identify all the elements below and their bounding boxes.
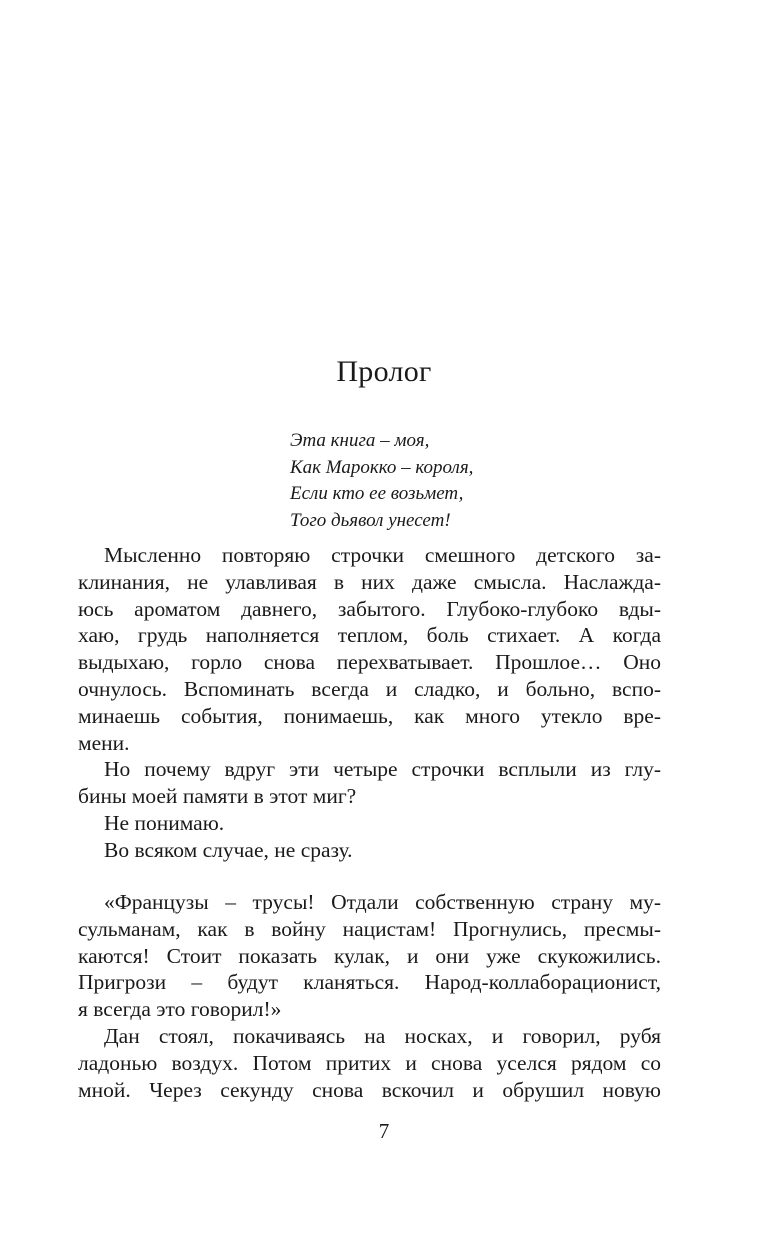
epigraph-line: Как Марокко – короля, [290,456,474,478]
text-line: бины моей памяти в этот миг? [78,784,357,809]
page-number: 7 [378,1119,390,1143]
text-line: мной. Через секунду снова вскочил и обрушил новую [78,1077,661,1102]
epigraph-line: Эта книга – моя, [290,430,430,451]
body-paragraphs-1 [78,542,661,864]
text-line: Дан стоял, покачиваясь на носках, и говорил, рубя [104,1023,661,1048]
text-line: выдыхаю, горло снова перехватывает. Прошлое… Оно [78,650,661,675]
text-line: Но почему вдруг эти четыре строчки всплыли из глу- [104,757,661,782]
body-paragraphs-2 [78,889,661,1103]
chapter-title: Пролог [336,355,432,388]
epigraph-line: Того дьявол унесет! [290,509,451,531]
text-line: Не понимаю. [104,810,225,835]
text-line: сульманам, как в войну нацистам! Прогнулись, пресмы- [78,916,661,941]
text-line: хаю, грудь наполняется теплом, боль стихает. А когда [78,623,661,648]
epigraph-line: Если кто ее возьмет, [290,483,464,504]
text-line: каются! Стоит показать кулак, и они уже скукожились. [78,943,661,968]
epigraph [290,428,473,534]
text-line: Мысленно повторяю строчки смешного детского за- [104,543,661,567]
text-line: минаешь события, понимаешь, как много утекло вре- [78,703,661,728]
text-line: юсь ароматом давнего, забытого. Глубоко-глубоко вды- [78,596,661,621]
text-line: «Французы – трусы! Отдали собственную страну му- [104,890,661,914]
text-line: ладонью воздух. Потом притих и снова уселся рядом со [78,1050,661,1075]
text-line: Пригрози – будут кланяться. Народ-коллаборационист, [78,970,661,995]
text-line: мени. [78,730,130,755]
text-line: очнулось. Вспоминать всегда и сладко, и больно, вспо- [78,676,661,701]
text-line: Во всяком случае, не сразу. [104,837,353,862]
text-line: я всегда это говорил!» [78,997,282,1022]
text-line: клинания, не улавливая в них даже смысла. Наслажда- [78,569,661,594]
